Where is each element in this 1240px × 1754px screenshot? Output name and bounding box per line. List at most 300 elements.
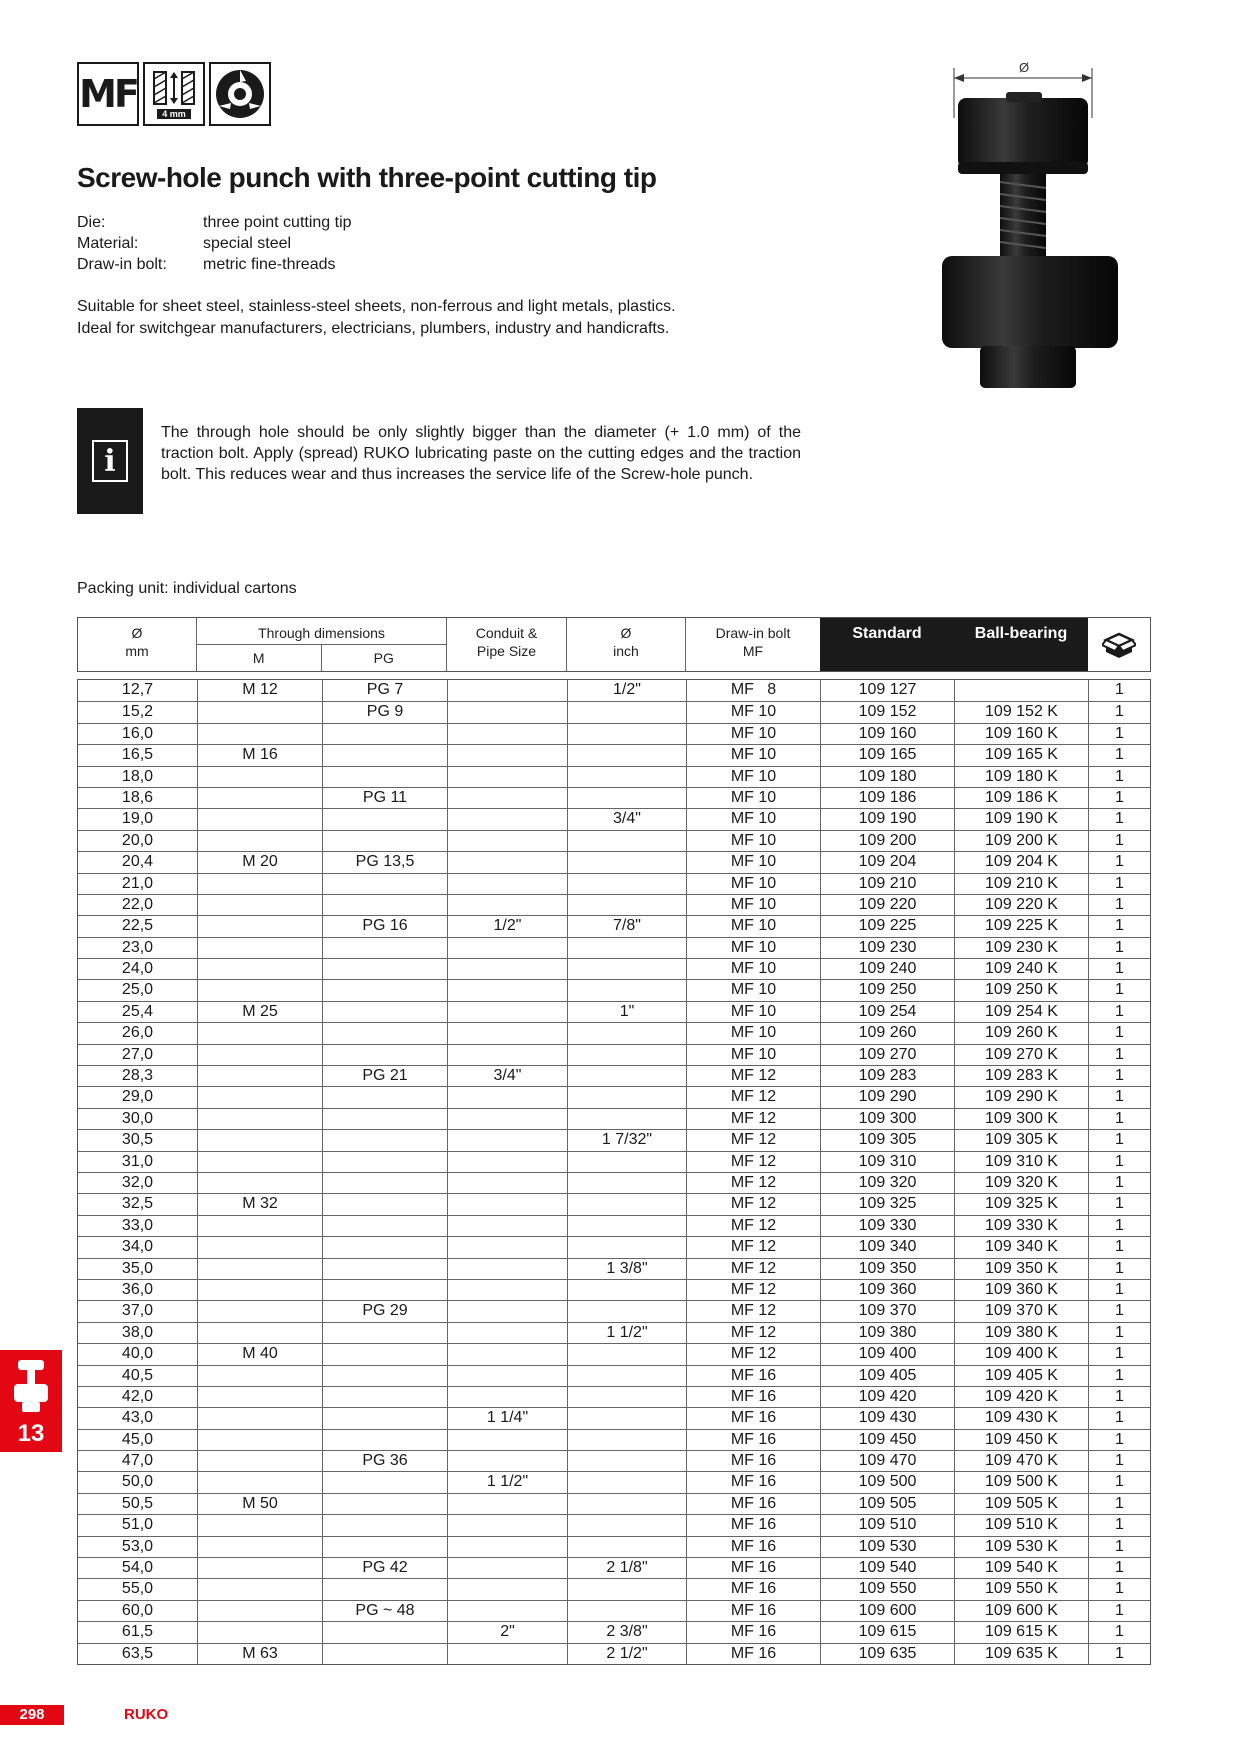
cell-draw-in-bolt: MF 16: [686, 1537, 820, 1557]
cell-conduit: [447, 1344, 567, 1364]
cell-dia-mm: 21,0: [121, 874, 154, 892]
cell-conduit: 1/2": [447, 916, 567, 936]
cell-ball-bearing: 109 615 K: [954, 1622, 1088, 1642]
cell-dia-inch: [567, 1601, 686, 1621]
cell-standard: 109 510: [820, 1515, 954, 1535]
table-row: [78, 979, 1150, 1000]
cell-packing-qty: 1: [1088, 1408, 1150, 1428]
cell-ball-bearing: 109 420 K: [954, 1387, 1088, 1407]
cell-standard: 109 325: [820, 1194, 954, 1214]
cell-through-pg: [322, 724, 447, 744]
cell-packing-qty: 1: [1088, 1087, 1150, 1107]
cell-dia-mm: 38,0: [121, 1323, 154, 1341]
cell-ball-bearing: 109 510 K: [954, 1515, 1088, 1535]
table-row: [78, 1621, 1150, 1642]
cell-dia-mm: 50,0: [121, 1473, 154, 1491]
cell-packing-qty: 1: [1088, 1109, 1150, 1129]
header-line: Draw-in bolt: [715, 625, 791, 641]
table-row: [78, 1172, 1150, 1193]
cell-packing-qty: 1: [1088, 767, 1150, 787]
cell-draw-in-bolt: MF 10: [686, 788, 820, 808]
cell-conduit: [447, 1579, 567, 1599]
cell-ball-bearing: 109 320 K: [954, 1173, 1088, 1193]
table-row: [78, 1151, 1150, 1172]
header-ball-bearing: Ball-bearing: [954, 618, 1088, 671]
cell-ball-bearing: 109 190 K: [954, 809, 1088, 829]
cell-conduit: [447, 1537, 567, 1557]
cell-conduit: [447, 1387, 567, 1407]
header-line: Conduit &: [475, 625, 538, 641]
cell-conduit: [447, 1558, 567, 1578]
cell-dia-mm: 53,0: [121, 1537, 154, 1555]
cell-draw-in-bolt: MF 10: [686, 1002, 820, 1022]
cell-packing-qty: 1: [1088, 874, 1150, 894]
table-row: [78, 915, 1150, 936]
cell-dia-mm: 15,2: [121, 703, 154, 721]
cell-packing-qty: 1: [1088, 1002, 1150, 1022]
cell-dia-inch: 2 3/8": [567, 1622, 686, 1642]
cell-ball-bearing: 109 200 K: [954, 831, 1088, 851]
cell-through-pg: [322, 1430, 447, 1450]
cell-through-pg: [322, 1045, 447, 1065]
cell-dia-inch: [567, 788, 686, 808]
cell-ball-bearing: 109 152 K: [954, 702, 1088, 722]
table-row: [78, 851, 1150, 872]
cell-through-m: [197, 1045, 322, 1065]
header-line: inch: [613, 643, 639, 659]
cell-draw-in-bolt: MF 10: [686, 980, 820, 1000]
cell-through-m: [197, 916, 322, 936]
cell-ball-bearing: 109 430 K: [954, 1408, 1088, 1428]
cell-standard: 109 450: [820, 1430, 954, 1450]
table-row: [78, 744, 1150, 765]
cell-packing-qty: 1: [1088, 1152, 1150, 1172]
cell-dia-mm: 18,0: [121, 767, 154, 785]
table-row: [78, 1001, 1150, 1022]
cell-through-pg: PG 21: [322, 1066, 447, 1086]
cell-standard: 109 270: [820, 1045, 954, 1065]
cell-packing-qty: 1: [1088, 1066, 1150, 1086]
cell-through-m: [197, 1280, 322, 1300]
info-icon: [92, 440, 128, 482]
cell-dia-inch: 7/8": [567, 916, 686, 936]
cell-standard: 109 430: [820, 1408, 954, 1428]
cell-through-pg: [322, 1194, 447, 1214]
cell-ball-bearing: 109 350 K: [954, 1259, 1088, 1279]
cell-ball-bearing: 109 305 K: [954, 1130, 1088, 1150]
cell-dia-inch: [567, 874, 686, 894]
cell-packing-qty: 1: [1088, 1558, 1150, 1578]
table-row: [78, 1129, 1150, 1150]
cell-dia-mm: 42,0: [121, 1387, 154, 1405]
cell-packing-qty: 1: [1088, 1494, 1150, 1514]
table-header: [77, 617, 1151, 672]
cell-conduit: [447, 1002, 567, 1022]
table-row: [78, 1258, 1150, 1279]
cell-packing-qty: 1: [1088, 1280, 1150, 1300]
cell-through-pg: [322, 1173, 447, 1193]
cell-conduit: [447, 1173, 567, 1193]
cell-through-pg: [322, 1237, 447, 1257]
cell-dia-inch: [567, 1087, 686, 1107]
cell-draw-in-bolt: MF 16: [686, 1366, 820, 1386]
cell-conduit: [447, 1323, 567, 1343]
cell-draw-in-bolt: MF 16: [686, 1579, 820, 1599]
cell-standard: 109 400: [820, 1344, 954, 1364]
cell-conduit: 3/4": [447, 1066, 567, 1086]
cell-dia-inch: 1 3/8": [567, 1259, 686, 1279]
cell-dia-mm: 23,0: [121, 938, 154, 956]
cell-dia-inch: [567, 1109, 686, 1129]
cell-standard: 109 615: [820, 1622, 954, 1642]
cell-ball-bearing: 109 210 K: [954, 874, 1088, 894]
cell-conduit: [447, 1130, 567, 1150]
cell-standard: 109 210: [820, 874, 954, 894]
cell-through-m: [197, 1216, 322, 1236]
cell-draw-in-bolt: MF 12: [686, 1280, 820, 1300]
table-row: [78, 1386, 1150, 1407]
cell-ball-bearing: 109 300 K: [954, 1109, 1088, 1129]
cell-dia-mm: 43,0: [121, 1409, 154, 1427]
cell-through-m: M 16: [197, 745, 322, 765]
cell-dia-inch: [567, 767, 686, 787]
cell-standard: 109 305: [820, 1130, 954, 1150]
cell-conduit: [447, 874, 567, 894]
cell-ball-bearing: 109 250 K: [954, 980, 1088, 1000]
cell-packing-qty: 1: [1088, 1472, 1150, 1492]
cell-through-m: [197, 1601, 322, 1621]
table-row: [78, 937, 1150, 958]
cell-packing-qty: 1: [1088, 1045, 1150, 1065]
cell-conduit: [447, 1194, 567, 1214]
cell-dia-inch: 3/4": [567, 809, 686, 829]
cell-dia-inch: [567, 1430, 686, 1450]
cell-standard: 109 127: [820, 680, 954, 701]
cell-draw-in-bolt: MF 16: [686, 1451, 820, 1471]
cell-dia-mm: 16,0: [121, 724, 154, 742]
cell-dia-mm: 20,0: [121, 831, 154, 849]
cell-draw-in-bolt: MF 10: [686, 852, 820, 872]
cell-ball-bearing: 109 260 K: [954, 1023, 1088, 1043]
cell-draw-in-bolt: MF 12: [686, 1109, 820, 1129]
spec-value: metric fine-threads: [203, 256, 336, 273]
cell-dia-mm: 22,0: [121, 895, 154, 913]
table-row: [78, 1065, 1150, 1086]
material-thickness-icon: [143, 62, 205, 126]
cell-through-pg: [322, 1622, 447, 1642]
cell-packing-qty: 1: [1088, 1173, 1150, 1193]
description-line: Ideal for switchgear manufacturers, electricians, plumbers, industry and handicrafts.: [77, 320, 670, 337]
cell-dia-inch: [567, 1494, 686, 1514]
cell-conduit: [447, 809, 567, 829]
cell-through-m: [197, 1087, 322, 1107]
cell-dia-mm: 32,5: [121, 1195, 154, 1213]
cell-dia-mm: 29,0: [121, 1088, 154, 1106]
cell-conduit: [447, 1045, 567, 1065]
header-draw-in-bolt: [686, 618, 820, 671]
mf-thread-icon: [77, 62, 139, 126]
cell-draw-in-bolt: MF 10: [686, 809, 820, 829]
table-row: [78, 830, 1150, 851]
cell-through-pg: [322, 767, 447, 787]
cell-through-m: M 40: [197, 1344, 322, 1364]
cell-draw-in-bolt: MF 10: [686, 702, 820, 722]
cell-through-m: [197, 1387, 322, 1407]
cell-through-m: M 25: [197, 1002, 322, 1022]
cell-packing-qty: 1: [1088, 1387, 1150, 1407]
cell-packing-qty: 1: [1088, 959, 1150, 979]
table-row: [78, 1578, 1150, 1599]
cell-standard: 109 370: [820, 1301, 954, 1321]
table-row: [78, 1279, 1150, 1300]
cell-through-m: M 63: [197, 1644, 322, 1664]
cell-ball-bearing: 109 270 K: [954, 1045, 1088, 1065]
cell-through-pg: PG 36: [322, 1451, 447, 1471]
cell-packing-qty: 1: [1088, 1216, 1150, 1236]
cell-dia-inch: [567, 852, 686, 872]
cell-draw-in-bolt: MF 10: [686, 1023, 820, 1043]
cell-standard: 109 190: [820, 809, 954, 829]
cell-packing-qty: 1: [1088, 702, 1150, 722]
diameter-label: Ø: [1018, 60, 1030, 75]
cell-draw-in-bolt: MF 12: [686, 1216, 820, 1236]
cell-through-m: [197, 980, 322, 1000]
cell-dia-mm: 25,0: [121, 981, 154, 999]
cell-ball-bearing: 109 230 K: [954, 938, 1088, 958]
table-row: [78, 1322, 1150, 1343]
cell-draw-in-bolt: MF 16: [686, 1430, 820, 1450]
cell-through-pg: [322, 1408, 447, 1428]
cell-conduit: [447, 788, 567, 808]
cell-ball-bearing: 109 180 K: [954, 767, 1088, 787]
cell-through-pg: [322, 809, 447, 829]
cell-standard: 109 180: [820, 767, 954, 787]
cell-through-pg: [322, 1216, 447, 1236]
cell-ball-bearing: 109 400 K: [954, 1344, 1088, 1364]
cell-ball-bearing: 109 635 K: [954, 1644, 1088, 1664]
info-text: The through hole should be only slightly bigger than the diameter (+ 1.0 mm) of the traction bolt. Apply (spread) RUKO lubricating paste on the cutting edges and the traction bolt. This reduces wear and thus increases the service life of the Screw-hole punch.: [161, 424, 801, 483]
cell-dia-mm: 24,0: [121, 960, 154, 978]
cell-conduit: [447, 831, 567, 851]
cell-dia-mm: 45,0: [121, 1430, 154, 1448]
cell-packing-qty: 1: [1088, 1023, 1150, 1043]
spec-key: Draw-in bolt:: [77, 256, 167, 273]
header-dia-mm: [78, 618, 197, 671]
cell-standard: 109 360: [820, 1280, 954, 1300]
cell-conduit: [447, 1109, 567, 1129]
cell-packing-qty: 1: [1088, 895, 1150, 915]
cell-dia-inch: [567, 1408, 686, 1428]
cell-draw-in-bolt: MF 10: [686, 767, 820, 787]
cell-conduit: [447, 1644, 567, 1664]
cell-through-pg: [322, 831, 447, 851]
cell-dia-mm: 33,0: [121, 1216, 154, 1234]
cell-draw-in-bolt: MF 8: [686, 680, 820, 701]
cell-draw-in-bolt: MF 16: [686, 1494, 820, 1514]
cell-through-pg: PG 13,5: [322, 852, 447, 872]
cell-through-m: [197, 938, 322, 958]
mf-badge-text: MF: [79, 72, 137, 116]
cell-dia-inch: [567, 1237, 686, 1257]
cell-through-pg: [322, 1366, 447, 1386]
cell-ball-bearing: 109 290 K: [954, 1087, 1088, 1107]
cell-ball-bearing: 109 380 K: [954, 1323, 1088, 1343]
cell-packing-qty: 1: [1088, 1515, 1150, 1535]
cell-dia-inch: 1 1/2": [567, 1323, 686, 1343]
hatched-plates-icon: [151, 69, 197, 107]
thickness-label: 4 mm: [157, 109, 191, 119]
cell-draw-in-bolt: MF 12: [686, 1323, 820, 1343]
cell-ball-bearing: 109 500 K: [954, 1472, 1088, 1492]
cell-through-m: [197, 1558, 322, 1578]
brand-logo: RUKO: [124, 1706, 169, 1723]
cell-draw-in-bolt: MF 12: [686, 1173, 820, 1193]
cell-through-m: [197, 1173, 322, 1193]
cell-dia-mm: 22,5: [121, 917, 154, 935]
cell-through-pg: [322, 1109, 447, 1129]
cell-through-pg: [322, 895, 447, 915]
cell-conduit: [447, 1366, 567, 1386]
cell-packing-qty: 1: [1088, 1323, 1150, 1343]
cell-dia-inch: [567, 1216, 686, 1236]
cell-conduit: [447, 1023, 567, 1043]
cell-conduit: [447, 938, 567, 958]
cell-ball-bearing: 109 254 K: [954, 1002, 1088, 1022]
cell-dia-inch: [567, 1280, 686, 1300]
cell-dia-inch: [567, 1194, 686, 1214]
cell-dia-inch: [567, 1537, 686, 1557]
cell-standard: 109 204: [820, 852, 954, 872]
cell-dia-inch: [567, 831, 686, 851]
cell-conduit: [447, 1216, 567, 1236]
cell-through-pg: [322, 745, 447, 765]
cell-through-m: [197, 1152, 322, 1172]
cell-dia-mm: 19,0: [121, 810, 154, 828]
cell-standard: 109 220: [820, 895, 954, 915]
description: [77, 296, 757, 340]
cell-packing-qty: 1: [1088, 1537, 1150, 1557]
cell-through-pg: [322, 1087, 447, 1107]
cell-dia-mm: 51,0: [121, 1516, 154, 1534]
cell-through-pg: PG 7: [322, 680, 447, 701]
cell-ball-bearing: 109 505 K: [954, 1494, 1088, 1514]
cell-standard: 109 254: [820, 1002, 954, 1022]
cell-through-m: M 12: [197, 680, 322, 701]
cell-dia-mm: 61,5: [121, 1623, 154, 1641]
table-row: [78, 1643, 1150, 1664]
cell-packing-qty: 1: [1088, 1237, 1150, 1257]
cell-through-m: [197, 1109, 322, 1129]
header-through-pg: PG: [373, 650, 394, 666]
table-row: [78, 1471, 1150, 1492]
cell-draw-in-bolt: MF 10: [686, 874, 820, 894]
cell-dia-inch: [567, 1451, 686, 1471]
table-row: [78, 1300, 1150, 1321]
table-row: [78, 958, 1150, 979]
cell-dia-mm: 37,0: [121, 1302, 154, 1320]
cell-packing-qty: 1: [1088, 1622, 1150, 1642]
header-through-dimensions: [197, 618, 447, 671]
cell-conduit: [447, 1494, 567, 1514]
cell-draw-in-bolt: MF 10: [686, 724, 820, 744]
cell-packing-qty: 1: [1088, 809, 1150, 829]
table-row: [78, 1450, 1150, 1471]
table-row: [78, 1557, 1150, 1578]
cell-standard: 109 320: [820, 1173, 954, 1193]
description-line: Suitable for sheet steel, stainless-steel sheets, non-ferrous and light metals, plastics.: [77, 298, 676, 315]
cell-dia-inch: [567, 1387, 686, 1407]
cell-through-pg: [322, 1259, 447, 1279]
cell-through-m: [197, 1323, 322, 1343]
table-row: [78, 894, 1150, 915]
table-row: [78, 1108, 1150, 1129]
spec-value: special steel: [203, 235, 292, 252]
cell-ball-bearing: 109 405 K: [954, 1366, 1088, 1386]
cell-conduit: [447, 980, 567, 1000]
cell-dia-inch: [567, 1515, 686, 1535]
spec-key: Die:: [77, 214, 106, 231]
cell-conduit: [447, 1601, 567, 1621]
cell-standard: 109 550: [820, 1579, 954, 1599]
cell-dia-mm: 50,5: [121, 1494, 154, 1512]
cell-ball-bearing: 109 160 K: [954, 724, 1088, 744]
cell-packing-qty: 1: [1088, 745, 1150, 765]
table-row: [78, 873, 1150, 894]
cell-through-pg: [322, 1344, 447, 1364]
cell-dia-inch: 1 7/32": [567, 1130, 686, 1150]
cell-through-m: [197, 1237, 322, 1257]
cell-through-m: [197, 724, 322, 744]
table-row: [78, 1044, 1150, 1065]
cell-packing-qty: 1: [1088, 852, 1150, 872]
cell-through-m: [197, 1066, 322, 1086]
cell-dia-mm: 55,0: [121, 1580, 154, 1598]
header-line: Ø: [620, 625, 632, 641]
table-row: [78, 1536, 1150, 1557]
table-row: [78, 1086, 1150, 1107]
cell-through-pg: [322, 1152, 447, 1172]
table-row: [78, 787, 1150, 808]
cell-dia-inch: [567, 1066, 686, 1086]
cell-packing-qty: 1: [1088, 1194, 1150, 1214]
cell-through-m: [197, 1023, 322, 1043]
cell-standard: 109 405: [820, 1366, 954, 1386]
cell-ball-bearing: 109 450 K: [954, 1430, 1088, 1450]
cell-dia-inch: [567, 702, 686, 722]
cell-through-pg: PG 16: [322, 916, 447, 936]
cell-ball-bearing: 109 600 K: [954, 1601, 1088, 1621]
cell-packing-qty: 1: [1088, 938, 1150, 958]
cell-conduit: [447, 1515, 567, 1535]
cell-dia-mm: 30,0: [121, 1109, 154, 1127]
cell-ball-bearing: 109 530 K: [954, 1537, 1088, 1557]
cell-ball-bearing: 109 540 K: [954, 1558, 1088, 1578]
cell-conduit: [447, 767, 567, 787]
cell-through-pg: [322, 1494, 447, 1514]
screw-hole-punch-image: [940, 58, 1120, 398]
table-row: [78, 1493, 1150, 1514]
spec-list: [77, 212, 352, 275]
cell-ball-bearing: 109 360 K: [954, 1280, 1088, 1300]
cell-conduit: [447, 1087, 567, 1107]
cell-draw-in-bolt: MF 10: [686, 959, 820, 979]
cell-ball-bearing: 109 470 K: [954, 1451, 1088, 1471]
cell-draw-in-bolt: MF 12: [686, 1066, 820, 1086]
page-number: 298: [0, 1705, 64, 1725]
cell-dia-mm: 27,0: [121, 1045, 154, 1063]
info-box-icon-area: [77, 408, 143, 514]
cell-through-m: M 20: [197, 852, 322, 872]
